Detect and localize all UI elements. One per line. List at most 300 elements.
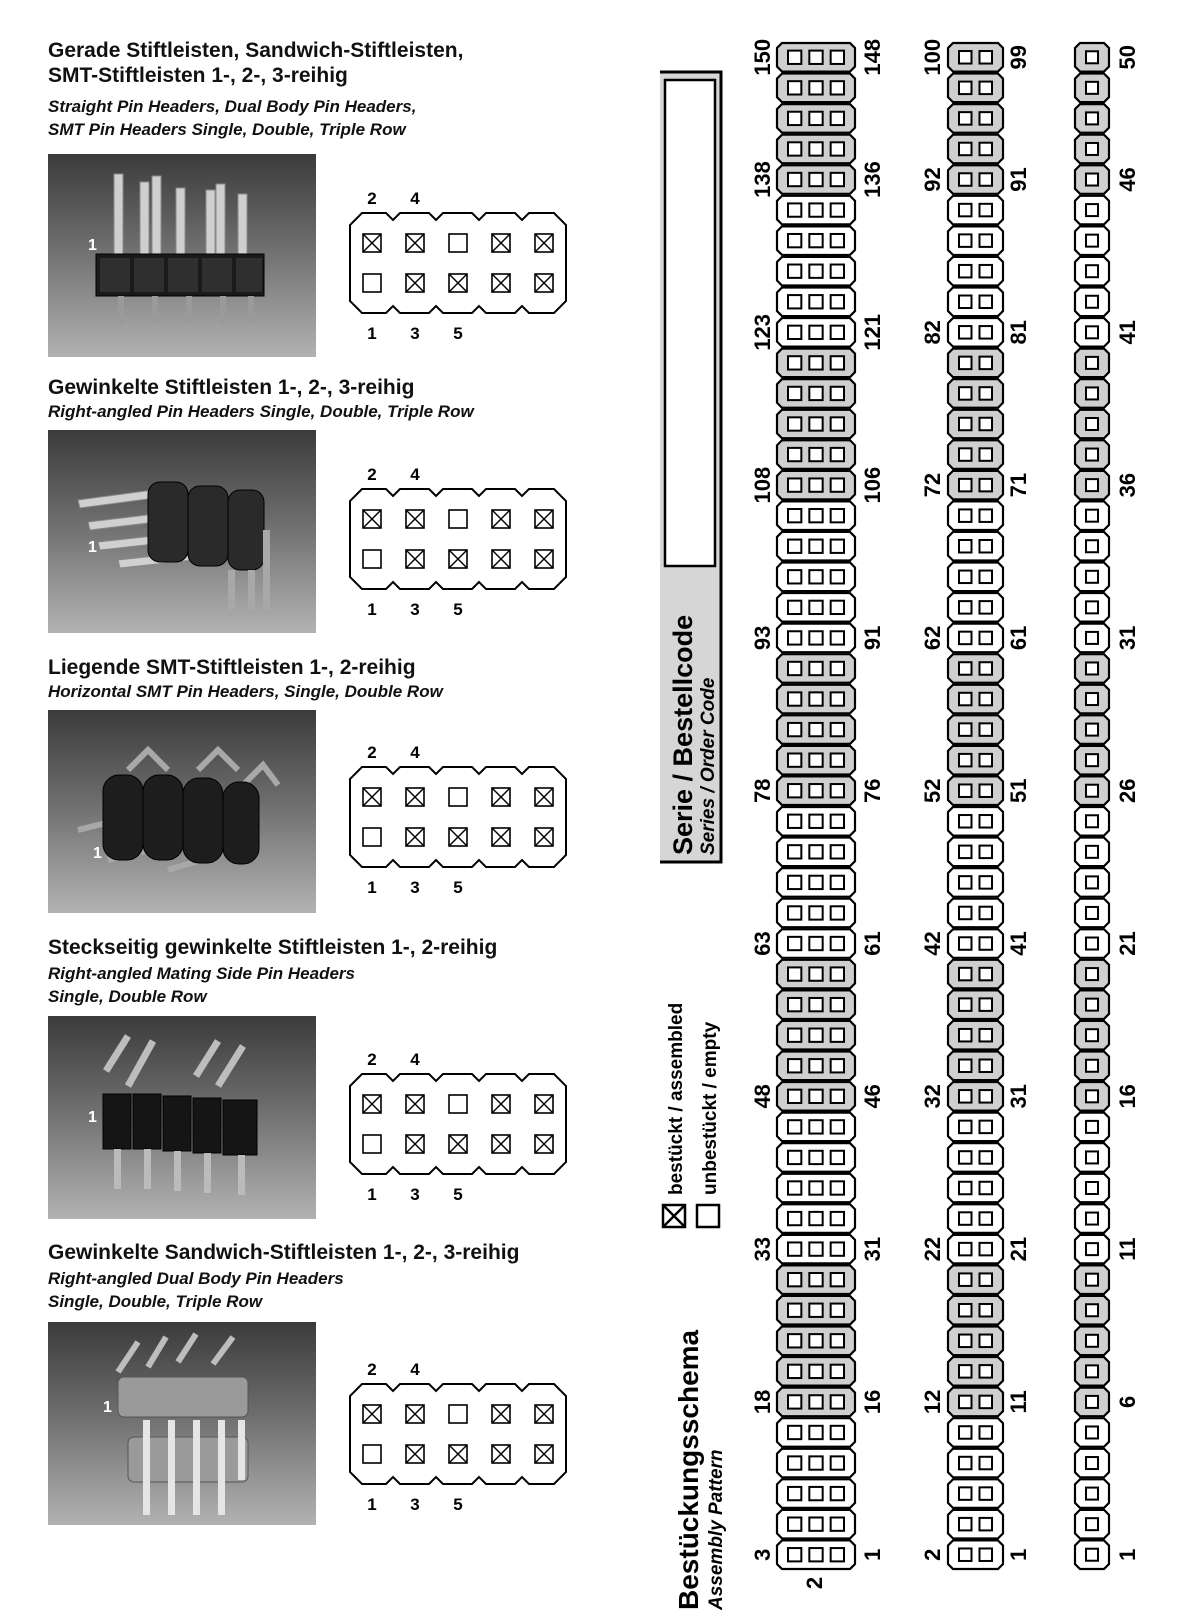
connector-row (948, 349, 1003, 378)
pin-number-label: 138 (750, 161, 775, 198)
pin-cell (1086, 785, 1098, 797)
pin-number-label: 93 (750, 625, 775, 651)
pin-cell (809, 448, 822, 461)
pin-number-label: 21 (1115, 931, 1140, 956)
pin-cell (959, 173, 972, 186)
pin-cell (959, 143, 972, 156)
pin-cell (809, 1120, 822, 1133)
pin-cell (809, 265, 822, 278)
pin-number-label: 46 (860, 1084, 885, 1109)
pin-cell (1086, 449, 1098, 461)
pin-number-label: 2 (367, 189, 377, 208)
pin-cell (959, 1212, 972, 1225)
pin-cell (831, 631, 844, 644)
pin-cell (788, 142, 801, 155)
order-code-subtitle: Series / Order Code (698, 677, 719, 855)
pin-cell (788, 326, 801, 339)
pin-cell (980, 846, 993, 859)
pin-number-label: 150 (750, 38, 775, 76)
connector-row (948, 471, 1003, 500)
pin-cell (809, 815, 822, 828)
pin-number-label: 6 (1115, 1395, 1140, 1409)
connector-row (948, 1327, 1003, 1356)
pin-cell (788, 1181, 801, 1194)
pin-cell (809, 326, 822, 339)
pin-cell (959, 846, 972, 859)
pin-cell (831, 1181, 844, 1194)
pin-cell (809, 540, 822, 553)
pin-cell (809, 784, 822, 797)
connector-row (948, 165, 1003, 194)
pin-cell (980, 326, 993, 339)
pin-cell (959, 509, 972, 522)
pin-number-label: 82 (920, 320, 945, 345)
connector-row (948, 715, 1003, 744)
pin-cell (788, 234, 801, 247)
pin-cell (1086, 846, 1098, 858)
pin-cell (1086, 1396, 1098, 1408)
pin-cell (1086, 174, 1098, 186)
connector-row (948, 1510, 1003, 1539)
pin-cell (980, 1457, 993, 1470)
pin-cell (959, 876, 972, 889)
pin-cell (809, 1365, 822, 1378)
connector-row (948, 104, 1003, 133)
connector-row (948, 1143, 1003, 1172)
connector-row (948, 807, 1003, 836)
legend-empty-label: unbestückt / empty (700, 1021, 721, 1195)
pin-cell (809, 1090, 822, 1103)
pin-cell (1086, 1457, 1098, 1469)
pin-number-label: 100 (920, 38, 945, 76)
pin-cell (980, 1426, 993, 1439)
pin-cell (788, 51, 801, 64)
pin-cell (809, 1029, 822, 1042)
connector-row (948, 1021, 1003, 1050)
pin-cell (959, 1121, 972, 1134)
single-row-connector (1075, 43, 1109, 1569)
pin-cell (809, 112, 822, 125)
pin-cell (809, 753, 822, 766)
pin-cell (788, 112, 801, 125)
pin-cell (980, 479, 993, 492)
section-subtitle: Horizontal SMT Pin Headers, Single, Double Row (48, 682, 443, 701)
pin-cell (959, 723, 972, 736)
pin-cell (959, 1273, 972, 1286)
assembly-pattern-subtitle: Assembly Pattern (706, 1449, 727, 1610)
pin-cell (788, 173, 801, 186)
pin-number-label: 4 (410, 1050, 420, 1069)
pin-cell (1086, 632, 1098, 644)
pin-cell (980, 601, 993, 614)
pin-cell (980, 1182, 993, 1195)
pin-cell (959, 815, 972, 828)
pin-number-label: 42 (920, 931, 945, 956)
pin-number-label: 5 (453, 1495, 463, 1514)
pin-number-label: 4 (410, 1360, 420, 1379)
connector-row (948, 990, 1003, 1019)
pin-cell (788, 1304, 801, 1317)
pin-cell (959, 693, 972, 706)
pin-cell (831, 112, 844, 125)
pin-cell (788, 295, 801, 308)
pin-cell (980, 632, 993, 645)
connector-row (948, 1051, 1003, 1080)
pin-number-label: 108 (750, 466, 775, 504)
pin-cell (980, 112, 993, 125)
pin-cell (1086, 1151, 1098, 1163)
pin-number-label: 2 (367, 1360, 377, 1379)
connector-row (948, 593, 1003, 622)
pin-number-label: 1 (1006, 1548, 1031, 1561)
pin-cell (980, 357, 993, 370)
pin-number-label: 63 (750, 931, 775, 956)
pin-number-label: 1 (1115, 1548, 1140, 1561)
pin-cell (959, 479, 972, 492)
pin-cell (1086, 1549, 1098, 1561)
pin-cell (1086, 296, 1098, 308)
pin-cell (959, 998, 972, 1011)
pin-cell (809, 1487, 822, 1500)
pin-cell (959, 1090, 972, 1103)
pin-cell (809, 173, 822, 186)
pin-number-label: 3 (410, 324, 420, 343)
pin-cell (788, 1395, 801, 1408)
pin-cell (809, 1242, 822, 1255)
connector-row (948, 1296, 1003, 1325)
pin-cell (1086, 82, 1098, 94)
pin-cell (809, 1395, 822, 1408)
pin-cell (788, 1517, 801, 1530)
pin-cell (809, 967, 822, 980)
pin-cell (980, 1029, 993, 1042)
pin-cell (980, 1151, 993, 1164)
pin-cell (788, 1059, 801, 1072)
pin-number-label: 1 (367, 324, 377, 343)
pin-cell (1086, 1182, 1098, 1194)
pin-cell (809, 509, 822, 522)
pin-cell (980, 418, 993, 431)
pin-cell (831, 1304, 844, 1317)
pin-cell (788, 1242, 801, 1255)
pin-cell (980, 1060, 993, 1073)
pin-number-label: 91 (1006, 167, 1031, 192)
pin-cell (831, 1029, 844, 1042)
pin-cell (1086, 662, 1098, 674)
pin-cell (831, 295, 844, 308)
pin-cell (788, 448, 801, 461)
pin-one-label: 1 (103, 1399, 112, 1416)
pin-cell (959, 1029, 972, 1042)
pin-cell (980, 1487, 993, 1500)
pin-number-label: 50 (1115, 45, 1140, 70)
pin-number-label: 11 (1115, 1237, 1140, 1261)
pin-number-label: 92 (920, 167, 945, 192)
pin-cell (831, 509, 844, 522)
pin-cell (980, 937, 993, 950)
connector-row (948, 960, 1003, 989)
assembly-pattern-title: Bestückungsschema (673, 1329, 704, 1610)
pin-cell (959, 1548, 972, 1561)
pin-cell (809, 356, 822, 369)
connector-row (948, 135, 1003, 164)
pin-number-label: 46 (1115, 167, 1140, 192)
pin-cell (831, 173, 844, 186)
pin-cell (959, 51, 972, 64)
pin-cell (980, 143, 993, 156)
pin-cell (831, 967, 844, 980)
pin-number-label: 61 (860, 931, 885, 956)
pin-number-label: 16 (860, 1389, 885, 1415)
pin-cell (809, 1212, 822, 1225)
pin-cell (1086, 1060, 1098, 1072)
connector-row (948, 776, 1003, 805)
pin-cell (831, 1151, 844, 1164)
connector-row (948, 1388, 1003, 1417)
pin-cell (1086, 418, 1098, 430)
pin-cell (788, 1120, 801, 1133)
pin-cell (809, 998, 822, 1011)
pin-cell (809, 1334, 822, 1347)
pin-cell (809, 81, 822, 94)
pin-number-label: 2 (367, 1050, 377, 1069)
pin-cell (1086, 479, 1098, 491)
pin-number-label: 1 (367, 878, 377, 897)
pin-cell (831, 998, 844, 1011)
connector-row (948, 899, 1003, 928)
pin-cell (980, 265, 993, 278)
section-title-line2: SMT-Stiftleisten 1-, 2-, 3-reihig (48, 64, 348, 87)
pin-cell (1086, 1488, 1098, 1500)
pin-cell (788, 478, 801, 491)
pin-number-label: 123 (750, 313, 775, 351)
pin-cell (788, 662, 801, 675)
pin-cell (959, 82, 972, 95)
pin-cell (959, 357, 972, 370)
pin-cell (1086, 357, 1098, 369)
pin-cell (1086, 1274, 1098, 1286)
pin-number-label: 99 (1006, 45, 1031, 70)
pin-cell (831, 326, 844, 339)
pin-cell (1086, 693, 1098, 705)
pin-cell (959, 1518, 972, 1531)
pin-number-label: 1 (367, 1495, 377, 1514)
pin-number-label: 31 (1115, 625, 1140, 651)
pin-cell (809, 1304, 822, 1317)
pin-cell (959, 632, 972, 645)
pin-cell (1086, 815, 1098, 827)
pin-cell (831, 1487, 844, 1500)
pin-cell (788, 631, 801, 644)
pin-cell (788, 784, 801, 797)
connector-row (948, 532, 1003, 561)
pin-number-label: 51 (1006, 778, 1031, 803)
pin-cell (959, 1365, 972, 1378)
pin-number-label: 4 (410, 743, 420, 762)
pin-cell (1086, 265, 1098, 277)
pin-cell (788, 1426, 801, 1439)
pin-cell (1086, 968, 1098, 980)
connector-row (948, 196, 1003, 225)
double-row-connector (948, 43, 1003, 1569)
pin-cell (1086, 1029, 1098, 1041)
pin-cell (980, 540, 993, 553)
section-title: Gerade Stiftleisten, Sandwich-Stiftleisten, (48, 39, 464, 62)
order-code-title: Serie / Bestellcode (668, 614, 698, 855)
pin-cell (1086, 938, 1098, 950)
pin-number-label: 12 (920, 1389, 945, 1415)
pin-number-label: 33 (750, 1236, 775, 1262)
pin-cell (831, 1273, 844, 1286)
section-subtitle: Right-angled Pin Headers Single, Double, Triple Row (48, 402, 474, 421)
pin-number-label: 52 (920, 778, 945, 803)
pin-cell (831, 1242, 844, 1255)
pin-one-label: 1 (93, 845, 102, 862)
pin-cell (809, 1426, 822, 1439)
pin-cell (831, 51, 844, 64)
pin-number-label: 148 (860, 38, 885, 76)
pin-one-label: 1 (88, 237, 97, 254)
pin-cell (788, 723, 801, 736)
pin-cell (980, 876, 993, 889)
pin-cell (788, 906, 801, 919)
pin-cell (980, 173, 993, 186)
pin-cell (809, 601, 822, 614)
pin-cell (980, 815, 993, 828)
connector-row (948, 746, 1003, 775)
pin-number-label: 22 (920, 1236, 945, 1262)
pin-cell (1086, 571, 1098, 583)
pin-cell (1086, 1090, 1098, 1102)
connector-row (948, 1418, 1003, 1447)
connector-row (948, 379, 1003, 408)
pin-cell (788, 265, 801, 278)
pin-number-label: 2 (367, 465, 377, 484)
pin-cell (980, 509, 993, 522)
pin-cell (788, 1273, 801, 1286)
connector-row (948, 440, 1003, 469)
pin-cell (1086, 1426, 1098, 1438)
pin-number-label: 62 (920, 625, 945, 651)
pin-number-label: 2 (802, 1576, 827, 1590)
pin-number-label: 32 (920, 1084, 945, 1109)
pin-cell (959, 418, 972, 431)
pin-cell (980, 1243, 993, 1256)
pin-cell (980, 754, 993, 767)
pin-cell (959, 968, 972, 981)
pin-cell (788, 356, 801, 369)
connector-row (948, 685, 1003, 714)
pin-cell (1086, 1213, 1098, 1225)
pin-cell (788, 387, 801, 400)
pin-cell (831, 81, 844, 94)
pin-number-label: 5 (453, 1185, 463, 1204)
pin-cell (980, 296, 993, 309)
pin-cell (831, 478, 844, 491)
pin-cell (809, 295, 822, 308)
pin-cell (1086, 387, 1098, 399)
connector-row (948, 654, 1003, 683)
pin-cell (788, 1334, 801, 1347)
pin-number-label: 2 (367, 743, 377, 762)
pin-cell (788, 1487, 801, 1500)
pin-number-label: 121 (860, 313, 885, 351)
pin-cell (809, 723, 822, 736)
pin-cell (831, 601, 844, 614)
pin-cell (959, 387, 972, 400)
pin-cell (1086, 754, 1098, 766)
pin-cell (1086, 907, 1098, 919)
section-subtitle: Right-angled Dual Body Pin Headers (48, 1269, 344, 1288)
section-title: Steckseitig gewinkelte Stiftleisten 1-, 2-reihig (48, 936, 498, 959)
pin-cell (831, 570, 844, 583)
pin-number-label: 3 (410, 1495, 420, 1514)
pin-cell (959, 662, 972, 675)
pin-number-label: 1 (367, 600, 377, 619)
pin-cell (959, 1243, 972, 1256)
pin-cell (959, 1304, 972, 1317)
pin-cell (788, 1090, 801, 1103)
connector-row (948, 1540, 1003, 1569)
pin-cell (809, 876, 822, 889)
pin-cell (980, 1548, 993, 1561)
connector-row (948, 43, 1003, 72)
connector-row (948, 624, 1003, 653)
pin-cell (980, 1396, 993, 1409)
pin-number-label: 76 (860, 778, 885, 803)
pin-cell (809, 1456, 822, 1469)
pin-cell (1086, 326, 1098, 338)
pin-cell (980, 448, 993, 461)
pin-one-label: 1 (88, 1109, 97, 1126)
pin-cell (980, 51, 993, 64)
pin-cell (831, 1334, 844, 1347)
pin-cell (831, 142, 844, 155)
connector-row (948, 868, 1003, 897)
pin-cell (980, 1335, 993, 1348)
connector-row (948, 74, 1003, 103)
pin-cell (788, 692, 801, 705)
pin-cell (831, 662, 844, 675)
pin-cell (959, 601, 972, 614)
pin-one-label: 1 (88, 539, 97, 556)
section-title: Gewinkelte Sandwich-Stiftleisten 1-, 2-, 3-reihig (48, 1241, 520, 1264)
pin-cell (959, 204, 972, 217)
pin-cell (980, 82, 993, 95)
pin-cell (959, 1335, 972, 1348)
pin-cell (980, 907, 993, 920)
pin-cell (788, 1029, 801, 1042)
connector-row (948, 563, 1003, 592)
pin-cell (831, 387, 844, 400)
pin-number-label: 5 (453, 878, 463, 897)
pin-cell (1086, 112, 1098, 124)
pin-cell (788, 998, 801, 1011)
connector-row (948, 501, 1003, 530)
pin-cell (959, 1151, 972, 1164)
section-subtitle-line2: Single, Double Row (48, 987, 207, 1006)
pin-cell (831, 1212, 844, 1225)
pin-number-label: 1 (860, 1548, 885, 1561)
pin-cell (788, 1212, 801, 1225)
pin-number-label: 26 (1115, 778, 1140, 803)
pin-number-label: 78 (750, 778, 775, 803)
pin-cell (831, 753, 844, 766)
pin-cell (980, 571, 993, 584)
pin-number-label: 4 (410, 189, 420, 208)
pin-cell (831, 815, 844, 828)
pin-cell (809, 937, 822, 950)
